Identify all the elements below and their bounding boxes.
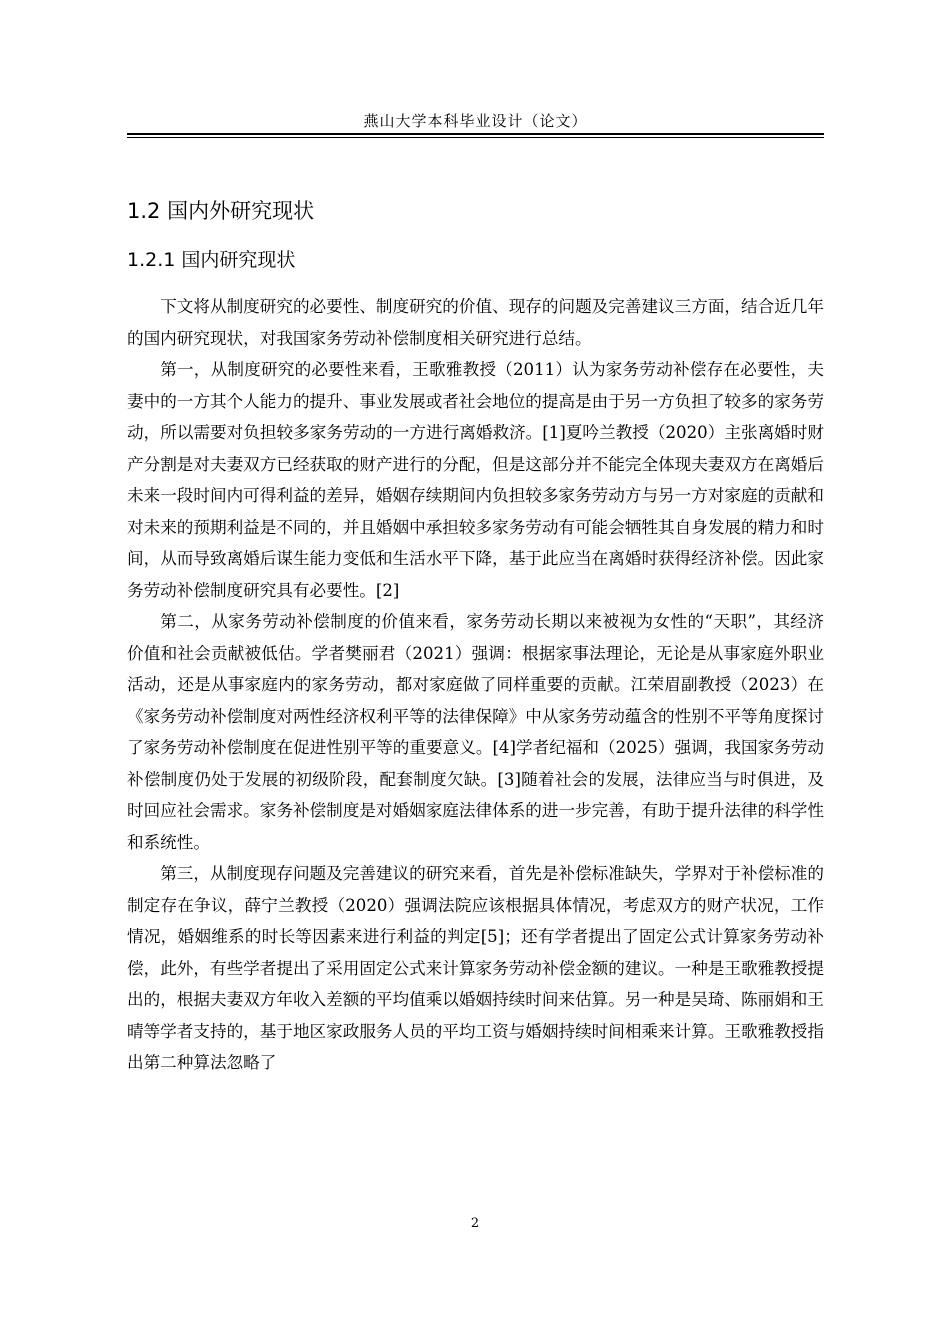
paragraph-value: 第二，从家务劳动补偿制度的价值来看，家务劳动长期以来被视为女性的“天职”，其经济价值和社会贡献被低估。学者樊丽君（2021）强调：根据家事法理论，无论是从事家庭外职业活动，还是从事家庭内的家务劳动，都对家庭做了同样重要的贡献。江荣眉副教授（2023）在《家务劳动补偿制度对两性经济权利平等的法律保障》中从家务劳动蕴含的性别不平等角度探讨了家务劳动补偿制度在促进性别平等的重要意义。[4]学者纪福和（2025）强调，我国家务劳动补偿制度仍处于发展的初级阶段，配套制度欠缺。[3]随着社会的发展，法律应当与时俱进，及时回应社会需求。家务补偿制度是对婚姻家庭法律体系的进一步完善，有助于提升法律的科学性和系统性。 — [127, 612, 824, 852]
running-header: 燕山大学本科毕业设计（论文） — [363, 112, 588, 130]
subsection-heading: 1.2.1 国内研究现状 — [127, 249, 296, 271]
body-text — [127, 291, 824, 1079]
paragraph-problems: 第三，从制度现存问题及完善建议的研究来看，首先是补偿标准缺失，学界对于补偿标准的制定存在争议，薛宁兰教授（2020）强调法院应该根据具体情况，考虑双方的财产状况，工作情况，婚姻维系的时长等因素来进行利益的判定[5]；还有学者提出了固定公式计算家务劳动补偿，此外，有些学者提出了采用固定公式来计算家务劳动补偿金额的建议。一种是王歌雅教授提出的，根据夫妻双方年收入差额的平均值乘以婚姻持续时间来估算。另一种是吴琦、陈丽娟和王晴等学者支持的，基于地区家政服务人员的平均工资与婚姻持续时间相乘来计算。王歌雅教授指出第二种算法忽略了 — [127, 864, 824, 1072]
header-rule-thick — [127, 133, 824, 135]
header-rule-thin — [127, 137, 824, 138]
section-heading: 1.2 国内外研究现状 — [127, 199, 315, 223]
paragraph-intro: 下文将从制度研究的必要性、制度研究的价值、现存的问题及完善建议三方面，结合近几年的国内研究现状，对我国家务劳动补偿制度相关研究进行总结。 — [127, 297, 824, 348]
page-number: 2 — [470, 1216, 480, 1231]
paragraph-necessity: 第一，从制度研究的必要性来看，王歌雅教授（2011）认为家务劳动补偿存在必要性，夫妻中的一方其个人能力的提升、事业发展或者社会地位的提高是由于另一方负担了较多的家务劳动，所以需要对负担较多家务劳动的一方进行离婚救济。[1]夏吟兰教授（2020）主张离婚时财产分割是对夫妻双方已经获取的财产进行的分配，但是这部分并不能完全体现夫妻双方在离婚后未来一段时间内可得利益的差异，婚姻存续期间内负担较多家务劳动方与另一方对家庭的贡献和对未来的预期利益是不同的，并且婚姻中承担较多家务劳动有可能会牺牲其自身发展的精力和时间，从而导致离婚后谋生能力变低和生活水平下降，基于此应当在离婚时获得经济补偿。因此家务劳动补偿制度研究具有必要性。[2] — [127, 360, 824, 600]
